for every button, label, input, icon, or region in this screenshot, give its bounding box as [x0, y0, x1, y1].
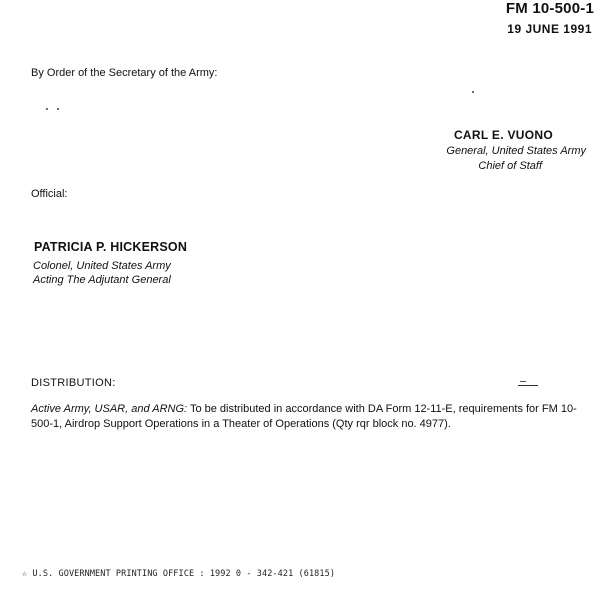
signatory-name: CARL E. VUONO	[453, 128, 553, 142]
distribution-heading: DISTRIBUTION:	[31, 377, 116, 389]
official-position: Acting The Adjutant General	[33, 274, 171, 286]
scan-mark	[518, 385, 538, 386]
field-manual-number: FM 10-500-1	[505, 0, 594, 17]
authority-line: By Order of the Secretary of the Army:	[31, 67, 218, 79]
official-title: Colonel, United States Army	[33, 260, 171, 272]
scan-speck	[46, 108, 48, 110]
scan-speck	[472, 91, 474, 93]
official-label: Official:	[31, 188, 68, 200]
official-name: PATRICIA P. HICKERSON	[34, 240, 188, 254]
distribution-components: Active Army, USAR, and ARNG:	[31, 403, 188, 415]
signatory-position: Chief of Staff	[478, 160, 542, 172]
distribution-instructions: To be distributed in accordance with DA Form 12-11-E, requirements for FM 10-500-1, Airdrop Support Operations in a Theater of Operations (Qty rqr block no. 4977).	[31, 403, 577, 430]
distribution-text	[31, 402, 583, 432]
printing-office-footer: ☆ U.S. GOVERNMENT PRINTING OFFICE : 1992 0 - 342-421 (61815)	[22, 569, 336, 579]
publication-date: 19 JUNE 1991	[507, 22, 592, 36]
scan-speck	[57, 108, 59, 110]
signatory-title: General, United States Army	[446, 145, 586, 157]
scan-mark	[520, 381, 526, 382]
